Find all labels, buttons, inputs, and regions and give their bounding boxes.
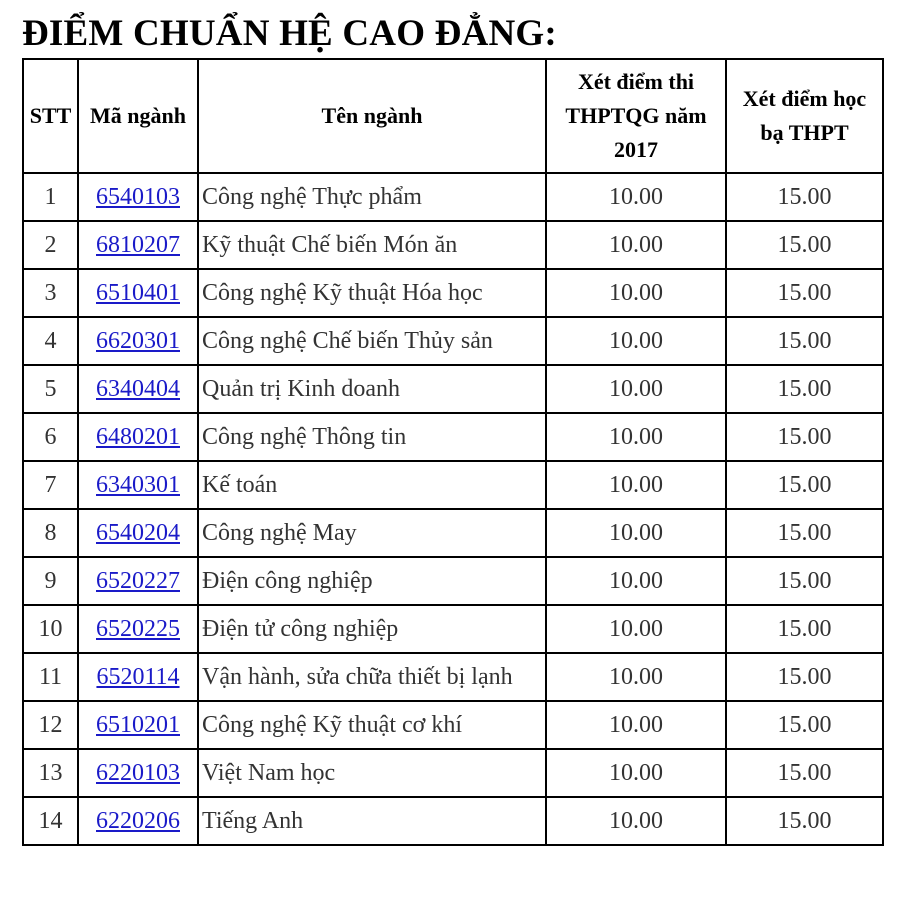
row-code-cell [78, 749, 198, 797]
table-row [23, 797, 883, 845]
row-major-name: Việt Nam học [198, 749, 546, 797]
row-major-name: Công nghệ Thực phẩm [198, 173, 546, 221]
row-code-cell [78, 461, 198, 509]
row-major-name: Kỹ thuật Chế biến Món ăn [198, 221, 546, 269]
row-hocba-score: 15.00 [726, 701, 883, 749]
header-name: Tên ngành [198, 59, 546, 173]
row-code-cell [78, 797, 198, 845]
major-code-link[interactable]: 6340301 [96, 471, 180, 498]
row-stt: 1 [23, 173, 78, 221]
row-major-name: Công nghệ Kỹ thuật Hóa học [198, 269, 546, 317]
row-stt: 12 [23, 701, 78, 749]
row-thptqg-score: 10.00 [546, 557, 726, 605]
major-code-link[interactable]: 6520227 [96, 567, 180, 594]
row-hocba-score: 15.00 [726, 269, 883, 317]
row-hocba-score: 15.00 [726, 653, 883, 701]
row-thptqg-score: 10.00 [546, 605, 726, 653]
row-hocba-score: 15.00 [726, 749, 883, 797]
header-stt: STT [23, 59, 78, 173]
row-thptqg-score: 10.00 [546, 221, 726, 269]
table-row [23, 365, 883, 413]
major-code-link[interactable]: 6540103 [96, 183, 180, 210]
row-stt: 8 [23, 509, 78, 557]
major-code-link[interactable]: 6520225 [96, 615, 180, 642]
row-hocba-score: 15.00 [726, 365, 883, 413]
row-stt: 5 [23, 365, 78, 413]
row-thptqg-score: 10.00 [546, 701, 726, 749]
table-row [23, 557, 883, 605]
major-code-link[interactable]: 6810207 [96, 231, 180, 258]
row-hocba-score: 15.00 [726, 557, 883, 605]
page-title: ĐIỂM CHUẨN HỆ CAO ĐẲNG: [22, 13, 557, 54]
row-major-name: Tiếng Anh [198, 797, 546, 845]
row-code-cell [78, 221, 198, 269]
row-thptqg-score: 10.00 [546, 797, 726, 845]
row-stt: 4 [23, 317, 78, 365]
row-hocba-score: 15.00 [726, 173, 883, 221]
row-hocba-score: 15.00 [726, 413, 883, 461]
row-code-cell [78, 173, 198, 221]
row-major-name: Điện tử công nghiệp [198, 605, 546, 653]
row-hocba-score: 15.00 [726, 461, 883, 509]
admission-scores-table [22, 58, 884, 846]
row-major-name: Công nghệ Thông tin [198, 413, 546, 461]
row-code-cell [78, 365, 198, 413]
table-row [23, 749, 883, 797]
row-code-cell [78, 653, 198, 701]
row-hocba-score: 15.00 [726, 797, 883, 845]
row-stt: 6 [23, 413, 78, 461]
row-stt: 13 [23, 749, 78, 797]
major-code-link[interactable]: 6340404 [96, 375, 180, 402]
table-row [23, 653, 883, 701]
row-code-cell [78, 605, 198, 653]
table-row [23, 461, 883, 509]
row-thptqg-score: 10.00 [546, 653, 726, 701]
header-hocba: Xét điểm học bạ THPT [726, 59, 883, 173]
row-thptqg-score: 10.00 [546, 509, 726, 557]
row-major-name: Vận hành, sửa chữa thiết bị lạnh [198, 653, 546, 701]
row-stt: 9 [23, 557, 78, 605]
row-code-cell [78, 269, 198, 317]
table-row [23, 701, 883, 749]
row-code-cell [78, 317, 198, 365]
row-stt: 14 [23, 797, 78, 845]
table-row [23, 221, 883, 269]
row-stt: 2 [23, 221, 78, 269]
row-major-name: Công nghệ May [198, 509, 546, 557]
row-code-cell [78, 413, 198, 461]
row-code-cell [78, 509, 198, 557]
major-code-link[interactable]: 6540204 [96, 519, 180, 546]
row-major-name: Kế toán [198, 461, 546, 509]
table-row [23, 173, 883, 221]
major-code-link[interactable]: 6220103 [96, 759, 180, 786]
row-hocba-score: 15.00 [726, 221, 883, 269]
row-hocba-score: 15.00 [726, 605, 883, 653]
row-thptqg-score: 10.00 [546, 749, 726, 797]
table-row [23, 605, 883, 653]
row-thptqg-score: 10.00 [546, 365, 726, 413]
row-stt: 3 [23, 269, 78, 317]
row-major-name: Công nghệ Kỹ thuật cơ khí [198, 701, 546, 749]
header-thptqg: Xét điểm thi THPTQG năm 2017 [546, 59, 726, 173]
row-thptqg-score: 10.00 [546, 173, 726, 221]
row-thptqg-score: 10.00 [546, 317, 726, 365]
table-row [23, 317, 883, 365]
header-code: Mã ngành [78, 59, 198, 173]
row-thptqg-score: 10.00 [546, 413, 726, 461]
row-major-name: Quản trị Kinh doanh [198, 365, 546, 413]
row-major-name: Công nghệ Chế biến Thủy sản [198, 317, 546, 365]
row-hocba-score: 15.00 [726, 317, 883, 365]
row-hocba-score: 15.00 [726, 509, 883, 557]
row-code-cell [78, 557, 198, 605]
row-thptqg-score: 10.00 [546, 269, 726, 317]
table-row [23, 269, 883, 317]
table-row [23, 413, 883, 461]
major-code-link[interactable]: 6520114 [96, 663, 180, 690]
major-code-link[interactable]: 6220206 [96, 807, 180, 834]
row-stt: 10 [23, 605, 78, 653]
row-thptqg-score: 10.00 [546, 461, 726, 509]
row-major-name: Điện công nghiệp [198, 557, 546, 605]
major-code-link[interactable]: 6480201 [96, 423, 180, 450]
row-stt: 11 [23, 653, 78, 701]
table-header-row [23, 59, 883, 173]
row-code-cell [78, 701, 198, 749]
major-code-link[interactable]: 6510201 [96, 711, 180, 738]
table-row [23, 509, 883, 557]
major-code-link[interactable]: 6620301 [96, 327, 180, 354]
row-stt: 7 [23, 461, 78, 509]
major-code-link[interactable]: 6510401 [96, 279, 180, 306]
